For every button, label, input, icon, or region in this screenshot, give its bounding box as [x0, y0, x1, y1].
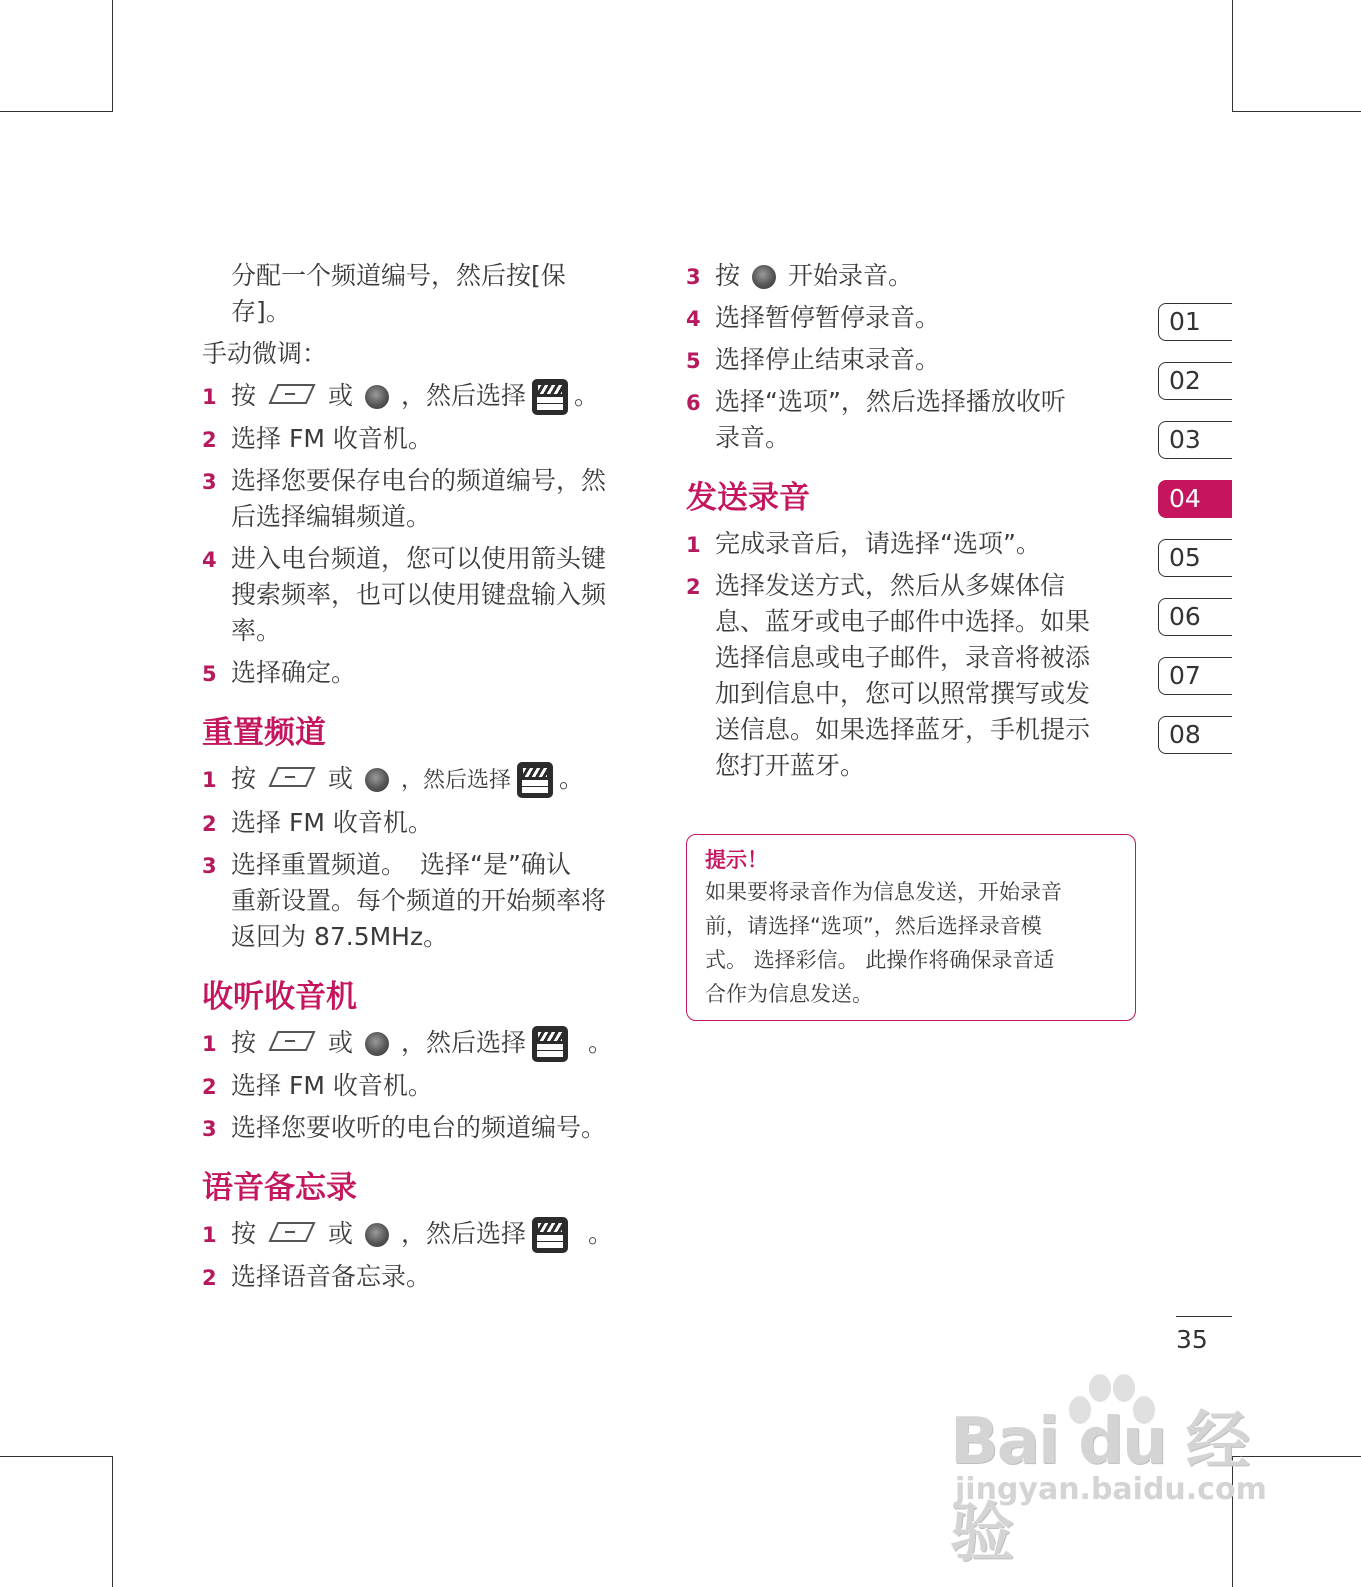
multimedia-icon	[532, 1217, 568, 1253]
step-item	[202, 1068, 652, 1104]
chapter-tab-07[interactable]: 07	[1158, 657, 1232, 695]
tip-box	[686, 834, 1136, 1021]
step-text: 您打开蓝牙。	[715, 751, 866, 780]
step-text: 返回为 87.5MHz。	[231, 922, 449, 951]
manual-tune-label: 手动微调：	[202, 339, 328, 368]
chapter-tab-05[interactable]: 05	[1158, 539, 1232, 577]
step-number: 3	[686, 265, 701, 289]
step-text: 选择 FM 收音机。	[231, 1071, 433, 1100]
step-text: 按	[231, 1028, 257, 1057]
step-number: 2	[202, 428, 217, 452]
crop-mark-bottom-left-v	[112, 1456, 113, 1587]
step-text: 选择您要保存电台的频道编号，然	[231, 466, 607, 495]
soft-key-icon	[268, 1026, 316, 1062]
step-item	[202, 463, 652, 535]
step-text: 选择语音备忘录。	[231, 1262, 432, 1291]
tip-line: 合作为信息发送。	[705, 982, 873, 1006]
step-item	[202, 1259, 652, 1295]
step-item	[202, 378, 652, 415]
continued-text	[202, 258, 652, 330]
tip-title: 提示！	[705, 848, 768, 872]
step-text: 选择信息或电子邮件，录音将被添	[715, 643, 1091, 672]
step-text: 完成录音后，请选择“选项”。	[715, 529, 1041, 558]
step-number: 3	[202, 854, 217, 878]
step-number: 5	[686, 349, 701, 373]
soft-key-icon	[268, 379, 316, 415]
step-item	[202, 541, 652, 649]
step-text: 选择 FM 收音机。	[231, 424, 433, 453]
step-number: 1	[202, 385, 217, 409]
step-text: 。	[588, 1028, 614, 1057]
step-text: 按	[231, 764, 257, 793]
step-item	[202, 847, 652, 955]
step-text: 选择重置频道。	[231, 850, 407, 879]
center-key-icon	[752, 265, 776, 289]
step-text: 选择 FM 收音机。	[231, 808, 433, 837]
step-number: 5	[202, 662, 217, 686]
crop-mark-top-right-v	[1232, 0, 1233, 112]
step-item	[686, 568, 1136, 784]
step-text: 。	[588, 1219, 614, 1248]
step-item	[686, 384, 1136, 456]
step-text: 或	[328, 381, 354, 410]
step-text: 重新设置。每个频道的开始频率将	[231, 886, 607, 915]
step-item	[202, 761, 652, 799]
chapter-tab-02[interactable]: 02	[1158, 362, 1232, 400]
step-text: ，然后选择	[401, 1219, 527, 1248]
step-text: ，然后选择	[401, 768, 512, 793]
section-heading-memo: 语音备忘录	[202, 1170, 357, 1206]
watermark-brand: Bai du 经验	[950, 1405, 1248, 1571]
step-item	[202, 1110, 652, 1146]
section-heading-send: 发送录音	[686, 480, 810, 516]
tip-line: 前，请选择“选项”，然后选择录音模	[705, 914, 1042, 938]
watermark-url: jingyan.baidu.com	[955, 1472, 1267, 1507]
step-text: 息、蓝牙或电子邮件中选择。如果	[715, 607, 1091, 636]
step-number: 6	[686, 391, 701, 415]
step-item	[202, 805, 652, 841]
step-item	[686, 300, 1136, 336]
step-text: 或	[328, 1219, 354, 1248]
chapter-tab-01[interactable]: 01	[1158, 303, 1232, 341]
chapter-tab-04[interactable]: 04	[1158, 480, 1232, 518]
step-text: 或	[328, 1028, 354, 1057]
step-item	[202, 421, 652, 457]
step-item	[686, 526, 1136, 562]
step-text: 后选择编辑频道。	[231, 502, 432, 531]
step-number: 3	[202, 470, 217, 494]
step-text: 按	[231, 381, 257, 410]
multimedia-icon	[517, 762, 553, 798]
right-column	[686, 258, 1136, 790]
step-text: 选择“选项”，然后选择播放收听	[715, 387, 1066, 416]
crop-mark-top-right-h	[1232, 111, 1361, 112]
step-text: 加到信息中，您可以照常撰写或发	[715, 679, 1091, 708]
step-number: 4	[202, 548, 217, 572]
center-key-icon	[365, 385, 389, 409]
continued-line: 分配一个频道编号，然后按[保	[231, 261, 566, 290]
continued-line: 存]。	[231, 297, 291, 326]
baidu-watermark	[950, 1370, 1280, 1571]
step-text: 选择暂停暂停录音。	[715, 303, 941, 332]
crop-mark-bottom-left-h	[0, 1456, 113, 1457]
step-item	[202, 1216, 652, 1253]
chapter-tab-03[interactable]: 03	[1158, 421, 1232, 459]
step-number: 2	[202, 1266, 217, 1290]
step-number: 4	[686, 307, 701, 331]
step-number: 3	[202, 1117, 217, 1141]
section-heading-reset: 重置频道	[202, 715, 326, 751]
left-column	[202, 258, 652, 1301]
multimedia-icon	[532, 1026, 568, 1062]
step-text: 按	[231, 1219, 257, 1248]
step-number: 1	[202, 1032, 217, 1056]
step-number: 2	[202, 812, 217, 836]
step-number: 1	[202, 768, 217, 792]
chapter-tab-08[interactable]: 08	[1158, 716, 1232, 754]
page-number: 35	[1176, 1325, 1208, 1354]
center-key-icon	[365, 1223, 389, 1247]
section-heading-listen: 收听收音机	[202, 979, 357, 1015]
step-text: 进入电台频道，您可以使用箭头键	[231, 544, 607, 573]
step-text: 。	[559, 764, 585, 793]
page-number-rule	[1176, 1316, 1232, 1317]
step-text: ，然后选择	[401, 1028, 527, 1057]
step-text: 搜索频率，也可以使用键盘输入频	[231, 580, 607, 609]
step-text: 率。	[231, 616, 282, 645]
step-text: 送信息。如果选择蓝牙，手机提示	[715, 715, 1091, 744]
chapter-tab-06[interactable]: 06	[1158, 598, 1232, 636]
step-text: 按	[715, 261, 741, 290]
step-text: 。	[574, 381, 600, 410]
step-item	[686, 258, 1136, 294]
soft-key-icon	[268, 762, 316, 798]
crop-mark-top-left-h	[0, 111, 113, 112]
step-item	[202, 655, 652, 691]
tip-line: 如果要将录音作为信息发送，开始录音	[705, 880, 1062, 904]
crop-mark-top-left-v	[112, 0, 113, 112]
center-key-icon	[365, 1032, 389, 1056]
step-number: 2	[202, 1075, 217, 1099]
soft-key-icon	[268, 1217, 316, 1253]
center-key-icon	[365, 768, 389, 792]
multimedia-icon	[532, 379, 568, 415]
tip-body	[705, 875, 1117, 1011]
step-item	[202, 1025, 652, 1062]
step-text: 录音。	[715, 423, 791, 452]
step-text: 开始录音。	[788, 261, 914, 290]
step-item	[686, 342, 1136, 378]
step-number: 1	[202, 1223, 217, 1247]
step-text: 或	[328, 764, 354, 793]
step-number: 2	[686, 575, 701, 599]
tip-line: 式。 选择彩信。 此操作将确保录音适	[705, 948, 1055, 972]
step-text: ，然后选择	[401, 381, 527, 410]
step-number: 1	[686, 533, 701, 557]
step-text: 选择您要收听的电台的频道编号。	[231, 1113, 607, 1142]
step-text: 选择确定。	[231, 658, 357, 687]
step-text: 选择发送方式，然后从多媒体信	[715, 571, 1066, 600]
step-text: 选择停止结束录音。	[715, 345, 941, 374]
step-text: 选择“是”确认	[420, 850, 571, 879]
